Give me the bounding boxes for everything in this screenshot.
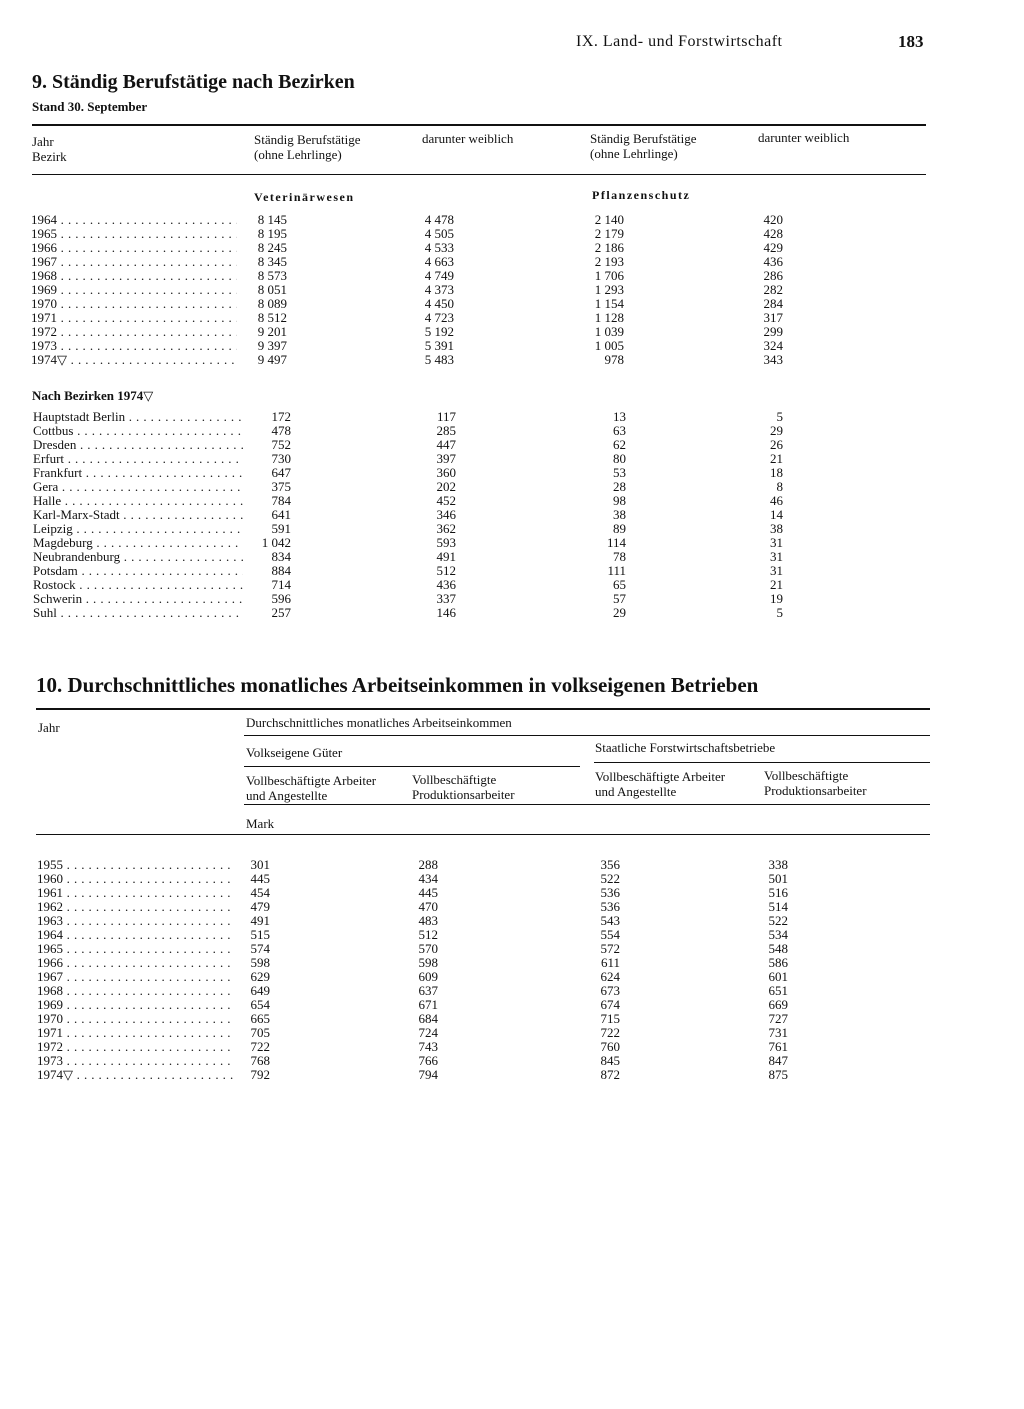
table-row	[0, 480, 1024, 494]
table9-header-berufstaetige-1: Ständig Berufstätige (ohne Lehrlinge)	[254, 132, 361, 162]
row-value-4: 5	[776, 605, 783, 620]
row-value-4: 429	[763, 240, 783, 255]
row-value-4: 324	[763, 338, 783, 353]
row-value-4: 436	[763, 254, 783, 269]
row-value-3: 872	[600, 1067, 620, 1082]
table9-title: 9. Ständig Berufstätige nach Bezirken	[32, 71, 355, 93]
table-row	[0, 564, 1024, 578]
row-value-1: 8 195	[257, 226, 287, 241]
row-label: Dresden . . .	[33, 438, 243, 452]
row-label: 1965 . . .	[31, 227, 237, 241]
row-value-1: 8 512	[257, 310, 287, 325]
row-value-1: 654	[250, 997, 270, 1012]
table9-header-rule	[32, 174, 926, 175]
row-label: 1974▽ . . .	[31, 353, 237, 367]
table-row	[0, 578, 1024, 592]
table-row	[0, 1068, 1024, 1082]
row-value-2: 491	[436, 549, 456, 564]
row-label: 1973 . . .	[37, 1054, 233, 1068]
table-row	[0, 1026, 1024, 1040]
row-value-1: 1 042	[261, 535, 291, 550]
row-value-2: 609	[418, 969, 438, 984]
row-value-4: 5	[776, 409, 783, 424]
row-value-2: 794	[418, 1067, 438, 1082]
row-value-2: 4 450	[424, 296, 454, 311]
row-label: 1969 . . .	[31, 283, 237, 297]
table9-header-jahr-bezirk: Jahr Bezirk	[32, 134, 67, 164]
row-value-1: 8 573	[257, 268, 287, 283]
table10-sub-3: Vollbeschäftigte Arbeiter und Angestellte	[595, 769, 726, 799]
row-value-1: 172	[271, 409, 291, 424]
row-value-3: 674	[600, 997, 620, 1012]
row-value-3: 1 293	[594, 282, 624, 297]
row-value-2: 512	[436, 563, 456, 578]
table-row	[0, 998, 1024, 1012]
table-row	[0, 956, 1024, 970]
row-value-3: 624	[600, 969, 620, 984]
row-value-3: 522	[600, 871, 620, 886]
row-value-4: 21	[770, 577, 783, 592]
table-row	[0, 339, 1024, 353]
row-value-4: 282	[763, 282, 783, 297]
row-value-4: 284	[763, 296, 783, 311]
row-value-3: 760	[600, 1039, 620, 1054]
row-value-1: 665	[250, 1011, 270, 1026]
row-value-4: 286	[763, 268, 783, 283]
districts-heading: Nach Bezirken 1974▽	[32, 388, 154, 403]
row-value-2: 285	[436, 423, 456, 438]
row-label: 1972 . . .	[37, 1040, 233, 1054]
row-value-2: 362	[436, 521, 456, 536]
row-value-3: 2 186	[594, 240, 624, 255]
row-value-3: 978	[604, 352, 624, 367]
table-row	[0, 283, 1024, 297]
table-row	[0, 424, 1024, 438]
row-value-2: 447	[436, 437, 456, 452]
table10-top-rule	[36, 708, 930, 710]
table10-header-main: Durchschnittliches monatliches Arbeitseinkommen	[246, 715, 512, 730]
row-value-3: 38	[613, 507, 626, 522]
row-value-3: 722	[600, 1025, 620, 1040]
row-label: 1973 . . .	[31, 339, 237, 353]
table10-unit: Mark	[246, 816, 275, 831]
row-label: Schwerin . . .	[33, 592, 243, 606]
row-value-2: 598	[418, 955, 438, 970]
row-value-3: 53	[613, 465, 626, 480]
table-row	[0, 508, 1024, 522]
table-row	[0, 872, 1024, 886]
row-label: 1971 . . .	[31, 311, 237, 325]
row-value-4: 601	[768, 969, 788, 984]
row-value-1: 8 345	[257, 254, 287, 269]
table10-sub-4: Vollbeschäftigte Produktionsarbeiter	[764, 768, 867, 798]
row-label: Leipzig . . .	[33, 522, 243, 536]
row-value-2: 743	[418, 1039, 438, 1054]
row-value-1: 257	[271, 605, 291, 620]
row-label: 1970 . . .	[37, 1012, 233, 1026]
row-value-2: 360	[436, 465, 456, 480]
row-value-2: 637	[418, 983, 438, 998]
row-value-2: 4 505	[424, 226, 454, 241]
row-value-1: 8 051	[257, 282, 287, 297]
row-value-4: 875	[768, 1067, 788, 1082]
row-value-3: 80	[613, 451, 626, 466]
row-label: Magdeburg . . .	[33, 536, 243, 550]
row-value-3: 28	[613, 479, 626, 494]
row-value-2: 397	[436, 451, 456, 466]
row-value-1: 647	[271, 465, 291, 480]
row-value-2: 570	[418, 941, 438, 956]
table-row	[0, 241, 1024, 255]
row-label: Neubrandenburg . . .	[33, 550, 243, 564]
row-label: 1955 . . .	[37, 858, 233, 872]
row-label: 1970 . . .	[31, 297, 237, 311]
row-label: 1969 . . .	[37, 998, 233, 1012]
table-row	[0, 353, 1024, 367]
row-value-1: 301	[250, 857, 270, 872]
row-value-3: 63	[613, 423, 626, 438]
table-row	[0, 227, 1024, 241]
table-row	[0, 858, 1024, 872]
row-value-3: 572	[600, 941, 620, 956]
row-value-1: 8 089	[257, 296, 287, 311]
row-value-4: 534	[768, 927, 788, 942]
table-row	[0, 984, 1024, 998]
row-value-1: 8 245	[257, 240, 287, 255]
row-label: 1965 . . .	[37, 942, 233, 956]
row-value-4: 19	[770, 591, 783, 606]
table9-header-weiblich-2: darunter weiblich	[758, 130, 850, 145]
table10-sub-1: Vollbeschäftigte Arbeiter und Angestellte	[246, 773, 377, 803]
table9-header-weiblich-1: darunter weiblich	[422, 131, 514, 146]
row-value-4: 31	[770, 563, 783, 578]
row-value-4: 26	[770, 437, 783, 452]
row-value-2: 337	[436, 591, 456, 606]
row-value-2: 5 391	[424, 338, 454, 353]
table-row	[0, 886, 1024, 900]
row-value-3: 2 140	[594, 212, 624, 227]
row-value-3: 29	[613, 605, 626, 620]
table10-sub-rule	[244, 804, 930, 805]
row-value-3: 845	[600, 1053, 620, 1068]
row-value-3: 1 706	[594, 268, 624, 283]
row-value-1: 834	[271, 549, 291, 564]
row-value-4: 847	[768, 1053, 788, 1068]
row-value-4: 428	[763, 226, 783, 241]
table-row	[0, 255, 1024, 269]
row-value-4: 299	[763, 324, 783, 339]
row-value-2: 4 373	[424, 282, 454, 297]
row-value-2: 452	[436, 493, 456, 508]
row-value-1: 752	[271, 437, 291, 452]
row-label: Karl-Marx-Stadt . . .	[33, 508, 243, 522]
chapter-header: IX. Land- und Forstwirtschaft	[576, 33, 783, 50]
row-value-3: 57	[613, 591, 626, 606]
row-value-2: 117	[436, 409, 456, 424]
row-value-4: 338	[768, 857, 788, 872]
row-value-2: 724	[418, 1025, 438, 1040]
row-label: Cottbus . . .	[33, 424, 243, 438]
row-label: Hauptstadt Berlin . . .	[33, 410, 243, 424]
row-value-2: 436	[436, 577, 456, 592]
row-value-3: 2 193	[594, 254, 624, 269]
table9-top-rule	[32, 124, 926, 126]
row-value-1: 649	[250, 983, 270, 998]
row-value-3: 673	[600, 983, 620, 998]
row-value-2: 512	[418, 927, 438, 942]
table-row	[0, 325, 1024, 339]
row-value-1: 8 145	[257, 212, 287, 227]
table-row	[0, 1040, 1024, 1054]
row-value-2: 4 478	[424, 212, 454, 227]
row-value-3: 1 005	[594, 338, 624, 353]
row-value-4: 501	[768, 871, 788, 886]
row-value-1: 491	[250, 913, 270, 928]
row-value-1: 9 397	[257, 338, 287, 353]
table-row	[0, 297, 1024, 311]
table-row	[0, 466, 1024, 480]
table10-group-forstwirtschaft: Staatliche Forstwirtschaftsbetriebe	[595, 740, 776, 755]
row-value-2: 288	[418, 857, 438, 872]
row-value-4: 31	[770, 535, 783, 550]
row-label: Erfurt . . .	[33, 452, 243, 466]
row-value-1: 792	[250, 1067, 270, 1082]
row-label: Potsdam . . .	[33, 564, 243, 578]
row-value-4: 651	[768, 983, 788, 998]
table-row	[0, 900, 1024, 914]
row-value-2: 202	[436, 479, 456, 494]
table10-group1-rule	[244, 766, 580, 767]
row-value-1: 705	[250, 1025, 270, 1040]
row-value-1: 479	[250, 899, 270, 914]
row-value-2: 671	[418, 997, 438, 1012]
row-value-3: 114	[606, 535, 626, 550]
row-value-4: 516	[768, 885, 788, 900]
row-value-3: 1 039	[594, 324, 624, 339]
row-label: 1964 . . .	[37, 928, 233, 942]
row-label: 1966 . . .	[31, 241, 237, 255]
row-label: Suhl . . .	[33, 606, 243, 620]
row-value-2: 593	[436, 535, 456, 550]
row-value-3: 78	[613, 549, 626, 564]
section-veterinaerwesen: Veterinärwesen	[254, 190, 355, 204]
row-value-4: 514	[768, 899, 788, 914]
row-value-4: 586	[768, 955, 788, 970]
row-value-3: 715	[600, 1011, 620, 1026]
row-label: 1967 . . .	[31, 255, 237, 269]
row-value-4: 548	[768, 941, 788, 956]
row-label: 1968 . . .	[31, 269, 237, 283]
row-value-4: 669	[768, 997, 788, 1012]
row-label: 1971 . . .	[37, 1026, 233, 1040]
row-label: 1961 . . .	[37, 886, 233, 900]
row-label: 1968 . . .	[37, 984, 233, 998]
table10-header-rule	[36, 834, 930, 835]
row-value-1: 9 497	[257, 352, 287, 367]
row-value-3: 2 179	[594, 226, 624, 241]
row-label: Frankfurt . . .	[33, 466, 243, 480]
row-value-3: 543	[600, 913, 620, 928]
row-value-3: 356	[600, 857, 620, 872]
table-row	[0, 942, 1024, 956]
table-row	[0, 970, 1024, 984]
row-value-4: 14	[770, 507, 783, 522]
row-value-2: 5 483	[424, 352, 454, 367]
row-label: 1960 . . .	[37, 872, 233, 886]
table-row	[0, 438, 1024, 452]
table-row	[0, 213, 1024, 227]
row-value-4: 522	[768, 913, 788, 928]
row-value-2: 146	[436, 605, 456, 620]
row-value-4: 420	[763, 212, 783, 227]
table-row	[0, 536, 1024, 550]
table10-group2-rule	[594, 762, 930, 763]
table-row	[0, 550, 1024, 564]
table10-group-volkseigene-gueter: Volkseigene Güter	[246, 745, 343, 760]
row-value-2: 483	[418, 913, 438, 928]
row-label: 1963 . . .	[37, 914, 233, 928]
row-value-3: 98	[613, 493, 626, 508]
row-label: 1966 . . .	[37, 956, 233, 970]
row-value-4: 29	[770, 423, 783, 438]
row-value-4: 8	[776, 479, 783, 494]
table-row	[0, 606, 1024, 620]
row-value-1: 884	[271, 563, 291, 578]
table-row	[0, 592, 1024, 606]
table-row	[0, 410, 1024, 424]
row-value-1: 714	[271, 577, 291, 592]
row-value-1: 375	[271, 479, 291, 494]
row-label: Gera . . .	[33, 480, 243, 494]
row-value-2: 766	[418, 1053, 438, 1068]
table-row	[0, 928, 1024, 942]
row-value-1: 574	[250, 941, 270, 956]
row-value-4: 727	[768, 1011, 788, 1026]
row-label: 1972 . . .	[31, 325, 237, 339]
row-value-2: 346	[436, 507, 456, 522]
row-value-1: 445	[250, 871, 270, 886]
row-value-3: 536	[600, 899, 620, 914]
row-value-1: 768	[250, 1053, 270, 1068]
row-value-3: 1 154	[594, 296, 624, 311]
row-value-4: 317	[763, 310, 783, 325]
row-value-3: 111	[607, 563, 626, 578]
row-value-2: 434	[418, 871, 438, 886]
row-label: 1962 . . .	[37, 900, 233, 914]
table-row	[0, 914, 1024, 928]
row-value-2: 4 663	[424, 254, 454, 269]
row-value-1: 722	[250, 1039, 270, 1054]
row-value-4: 31	[770, 549, 783, 564]
row-value-3: 554	[600, 927, 620, 942]
row-value-2: 470	[418, 899, 438, 914]
row-value-1: 596	[271, 591, 291, 606]
row-value-1: 478	[271, 423, 291, 438]
row-value-4: 38	[770, 521, 783, 536]
row-label: 1974▽ . . .	[37, 1068, 233, 1082]
table10-title: 10. Durchschnittliches monatliches Arbeitseinkommen in volkseigenen Betrieben	[36, 673, 759, 697]
row-value-1: 629	[250, 969, 270, 984]
table-row	[0, 1012, 1024, 1026]
section-pflanzenschutz: Pflanzenschutz	[592, 188, 691, 202]
table-row	[0, 522, 1024, 536]
row-value-1: 641	[271, 507, 291, 522]
row-value-3: 89	[613, 521, 626, 536]
row-value-2: 4 533	[424, 240, 454, 255]
row-value-1: 454	[250, 885, 270, 900]
page-number: 183	[898, 32, 924, 51]
row-value-4: 343	[763, 352, 783, 367]
table-row	[0, 494, 1024, 508]
table9-subtitle: Stand 30. September	[32, 99, 148, 114]
table10-header-jahr: Jahr	[38, 720, 60, 735]
row-value-2: 5 192	[424, 324, 454, 339]
row-value-4: 18	[770, 465, 783, 480]
table-row	[0, 311, 1024, 325]
row-value-4: 761	[768, 1039, 788, 1054]
row-value-1: 9 201	[257, 324, 287, 339]
row-value-2: 4 749	[424, 268, 454, 283]
row-label: 1964 . . .	[31, 213, 237, 227]
row-value-4: 21	[770, 451, 783, 466]
row-label: Rostock . . .	[33, 578, 243, 592]
row-label: 1967 . . .	[37, 970, 233, 984]
row-value-2: 445	[418, 885, 438, 900]
row-value-1: 515	[250, 927, 270, 942]
row-value-1: 730	[271, 451, 291, 466]
row-value-3: 65	[613, 577, 626, 592]
row-value-3: 611	[600, 955, 620, 970]
row-value-1: 598	[250, 955, 270, 970]
row-value-1: 591	[271, 521, 291, 536]
table-row	[0, 269, 1024, 283]
row-value-4: 46	[770, 493, 783, 508]
row-value-2: 684	[418, 1011, 438, 1026]
row-value-3: 1 128	[594, 310, 624, 325]
row-value-4: 731	[768, 1025, 788, 1040]
table-row	[0, 452, 1024, 466]
table-row	[0, 1054, 1024, 1068]
row-value-3: 536	[600, 885, 620, 900]
row-label: Halle . . .	[33, 494, 243, 508]
table10-main-rule	[244, 735, 930, 736]
table9-header-berufstaetige-2: Ständig Berufstätige (ohne Lehrlinge)	[590, 131, 697, 161]
row-value-1: 784	[271, 493, 291, 508]
row-value-3: 62	[613, 437, 626, 452]
row-value-3: 13	[613, 409, 626, 424]
row-value-2: 4 723	[424, 310, 454, 325]
table10-sub-2: Vollbeschäftigte Produktionsarbeiter	[412, 772, 515, 802]
